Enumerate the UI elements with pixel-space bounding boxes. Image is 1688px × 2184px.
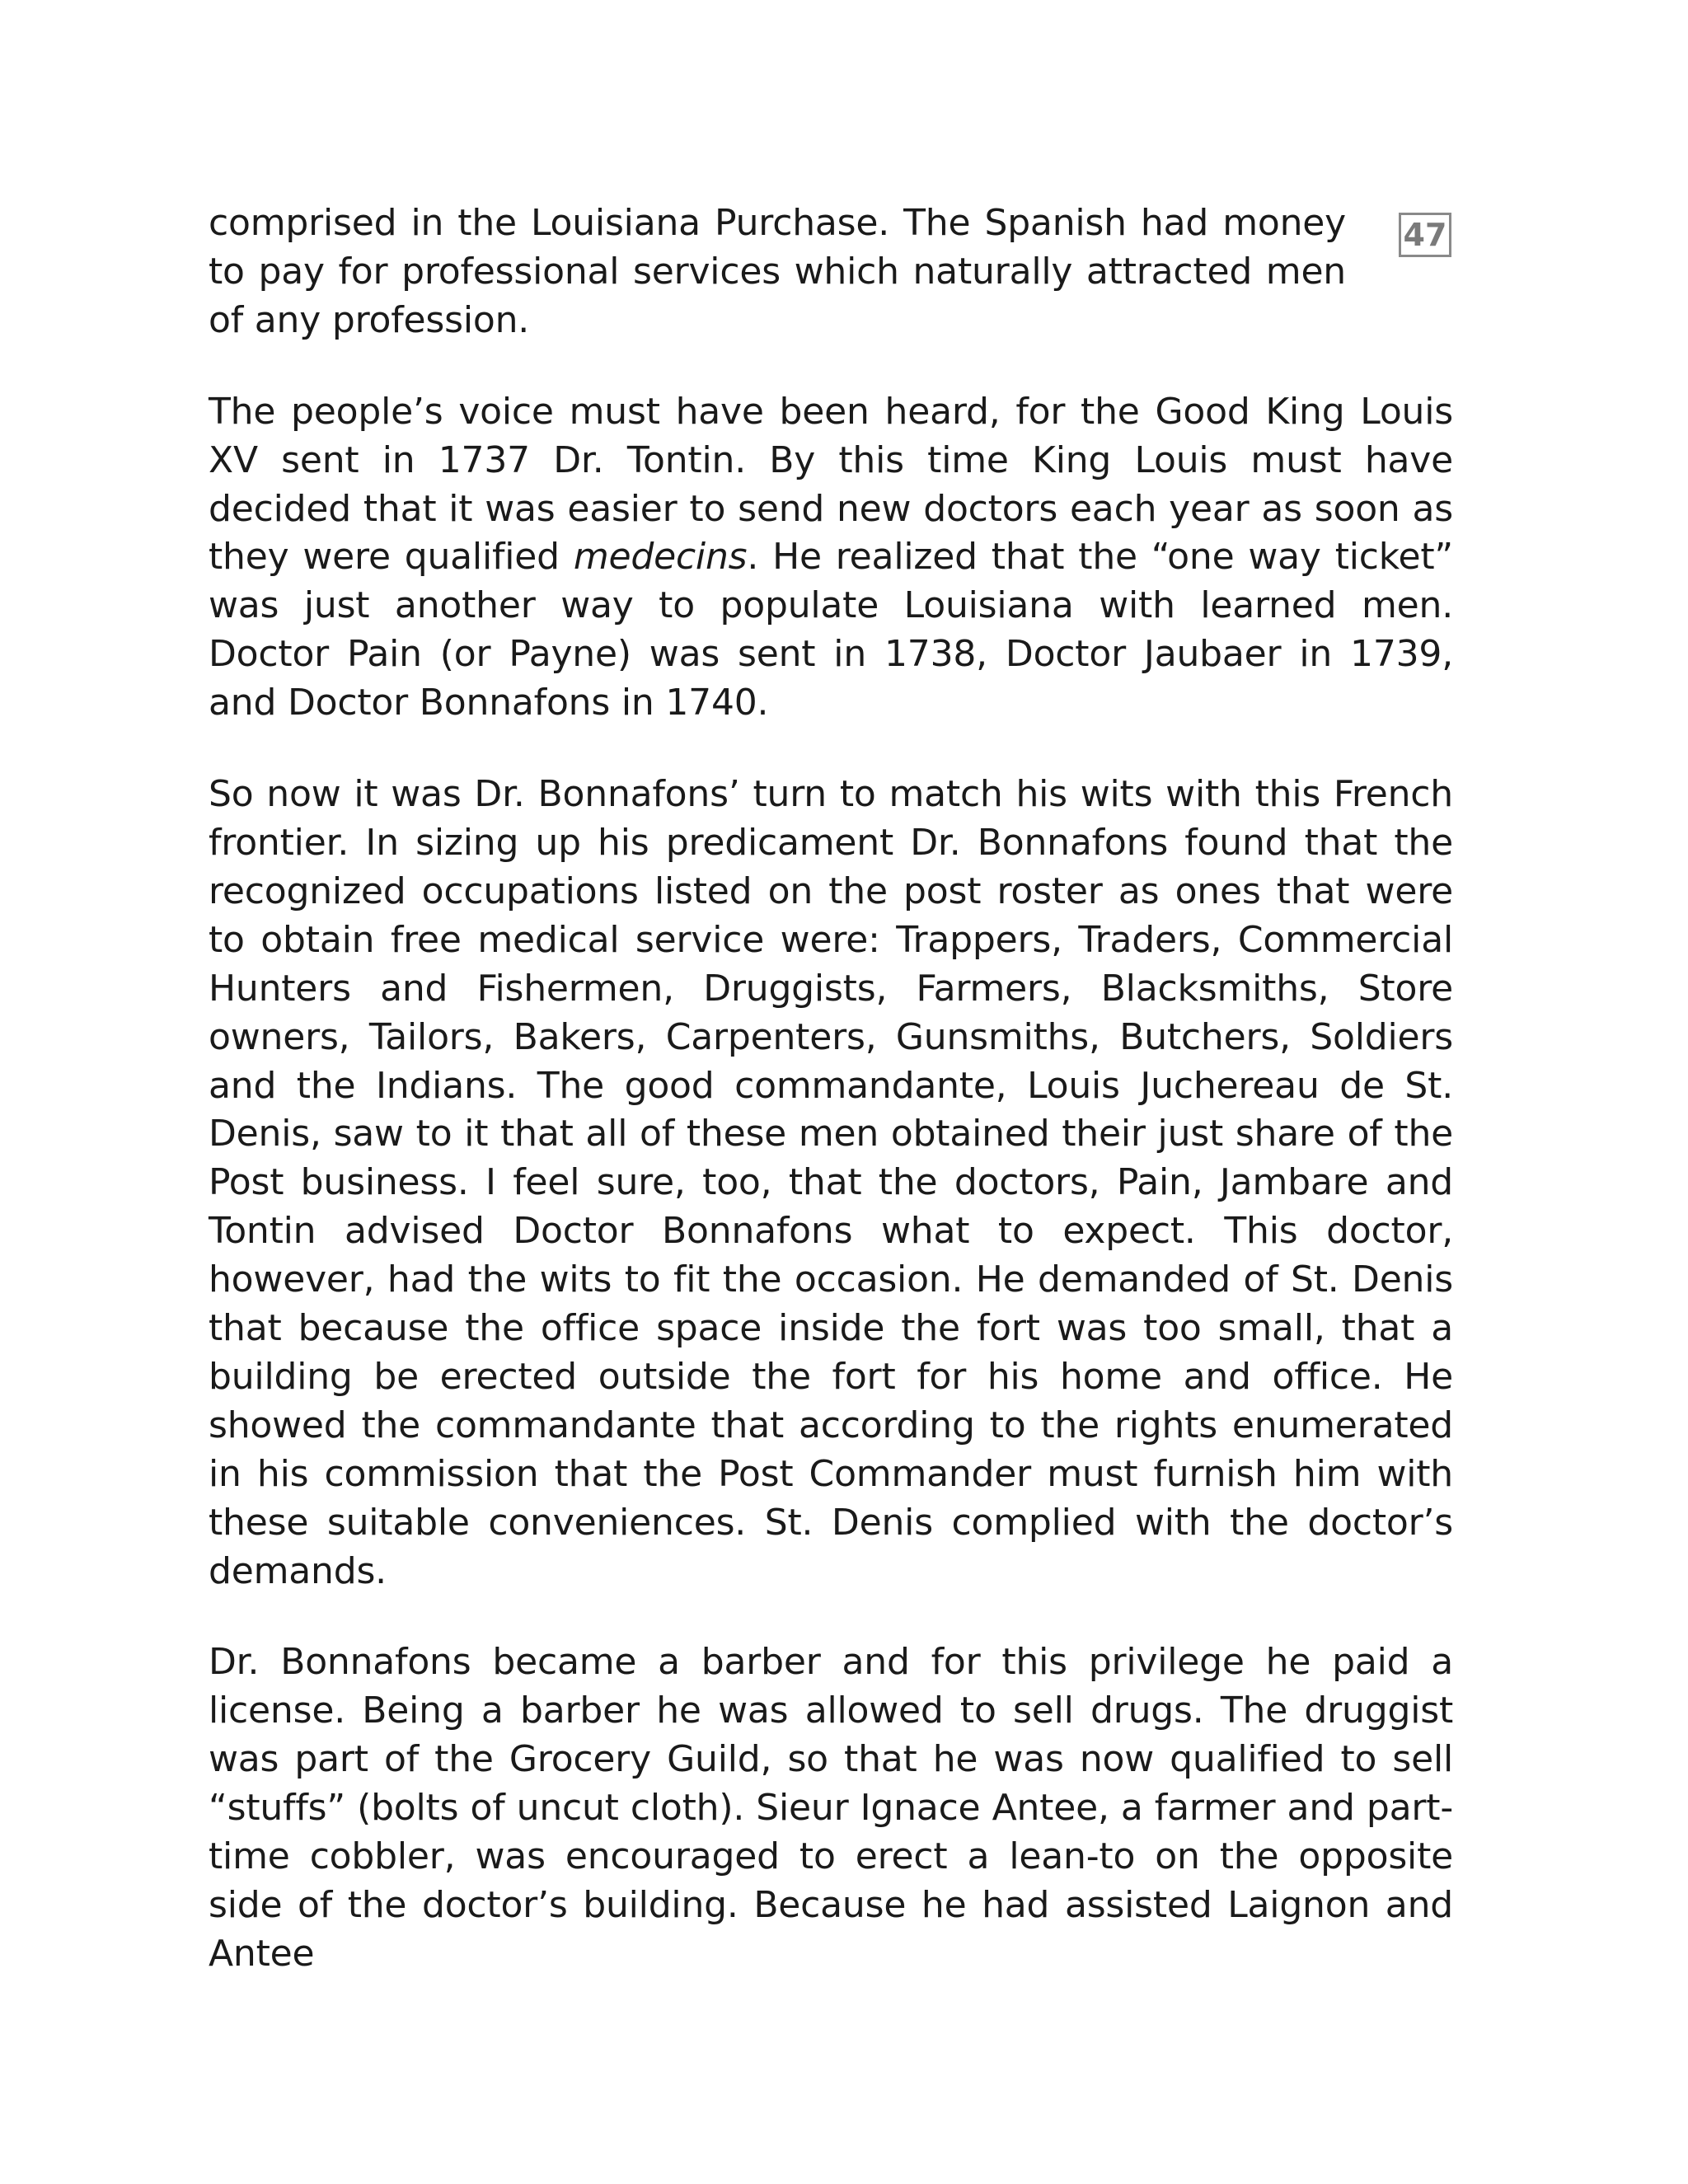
paragraph-2-italic-term: medecins bbox=[573, 536, 748, 579]
paragraph-1: comprised in the Louisiana Purchase. The Spanish had money to pay for professional services which naturally attracted men of any profession. bbox=[209, 202, 1346, 341]
page-number-box: 47 bbox=[1399, 213, 1451, 257]
paragraph-2 bbox=[209, 388, 1453, 728]
paragraph-3: So now it was Dr. Bonnafons’ turn to match his wits with this French frontier. In sizing up his predicament Dr. Bonnafons found that the recognized occupations listed on the post roster as ones that were to obtain free medical service were: Trappers, Traders, Commercial Hunters and Fishermen, Druggists, Farmers, Blacksmiths, Store owners, Tailors, Bakers, Carpenters, Gunsmiths, Butchers, Soldiers and the Indians. The good commandante, Louis Juchereau de St. Denis, saw to it that all of these men obtained their just share of the Post business. I feel sure, too, that the doctors, Pain, Jambare and Tontin advised Doctor Bonnafons what to expect. This doctor, however, had the wits to fit the occasion. He demanded of St. Denis that because the office space inside the fort was too small, that a building be erected outside the fort for his home and office. He showed the commandante that according to the rights enumerated in his commission that the Post Commander must furnish him with these suitable conveniences. St. Denis complied with the doctor’s demands. bbox=[209, 773, 1453, 1592]
paragraph-4: Dr. Bonnafons became a barber and for this privilege he paid a license. Being a barber he was allowed to sell drugs. The druggist was part of the Grocery Guild, so that he was now qualified to sell “stuffs” (bolts of uncut cloth). Sieur Ignace Antee, a farmer and part-time cobbler, was encouraged to erect a lean-to on the opposite side of the doctor’s building. Because he had assisted Laignon and Antee bbox=[209, 1641, 1453, 1975]
body-text bbox=[209, 199, 1453, 2022]
paragraph-2-text-start: The people’s voice must have been heard, for the Good King Louis XV sent in 1737 Dr. Tontin. By this time King Louis must have decided that it was easier to send new doctors each year as soon as they were qualified bbox=[209, 390, 1453, 579]
paragraph-2-text-end: . He realized that the “one way ticket” was just another way to populate Louisiana with learned men. Doctor Pain (or Payne) was sent in 1738, Doctor Jaubaer in 1739, and Doctor Bonnafons in 1740. bbox=[209, 536, 1453, 724]
